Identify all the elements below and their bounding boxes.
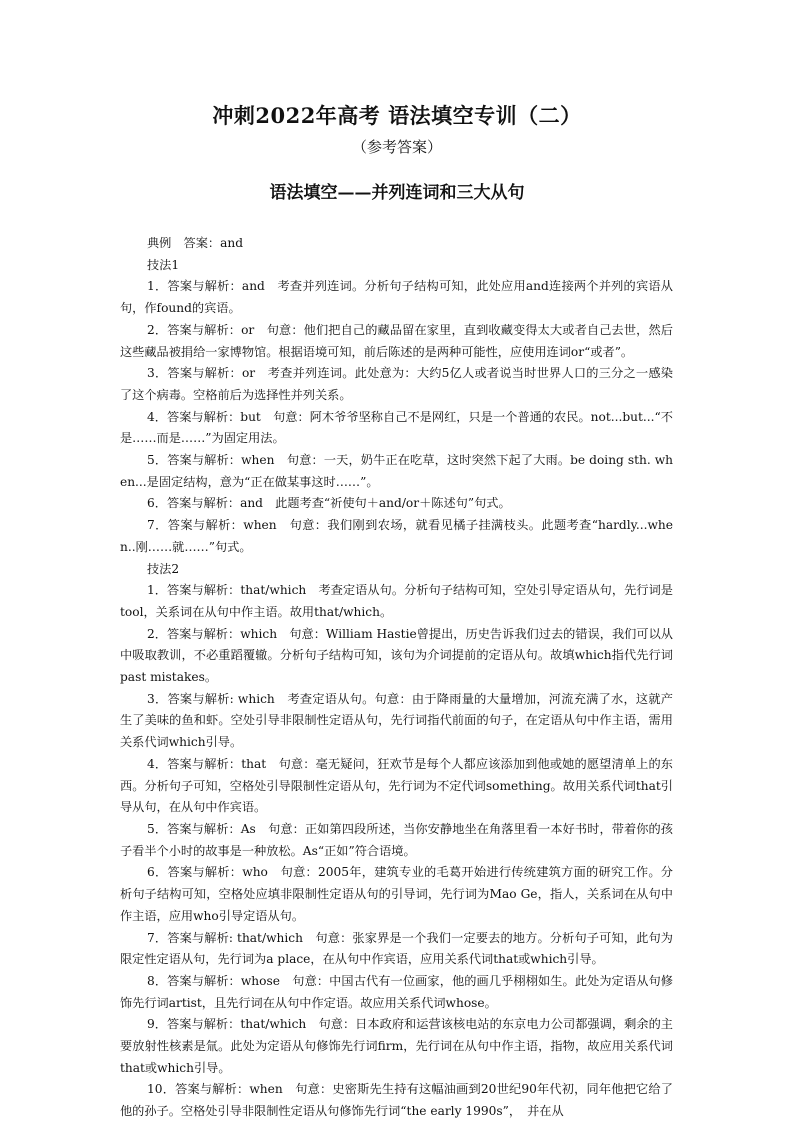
answer-item: 6．答案与解析：who 句意：2005年，建筑专业的毛葛开始进行传统建筑方面的研究工作。分析句子结构可知，空格处应填非限制性定语从句的引导词，先行词为Mao Ge，指人，关系词在从句中作主语，应用who引导定语从句。 bbox=[120, 865, 673, 923]
answer-item: 4．答案与解析：but 句意：阿木爷爷坚称自己不是网红，只是一个普通的农民。not...but...“不是……而是……”为固定用法。 bbox=[120, 409, 673, 446]
answer-item: 9．答案与解析：that/which 句意：日本政府和运营该核电站的东京电力公司都强调，剩余的主要放射性核素是氚。此处为定语从句修饰先行词firm，先行词在从句中作主语，指物，故应用关系代词that或which引导。 bbox=[120, 1017, 673, 1075]
technique-1-label: 技法1 bbox=[147, 257, 180, 272]
answer-item: 8．答案与解析：whose 句意：中国古代有一位画家，他的画几乎栩栩如生。此处为定语从句修饰先行词artist，且先行词在从句中作定语。故应用关系代词whose。 bbox=[120, 973, 673, 1010]
answer-item: 3．答案与解析：or 考查并列连词。此处意为：大约5亿人或者说当时世界人口的三分之一感染了这个病毒。空格前后为选择性并列关系。 bbox=[120, 366, 673, 402]
page-title: 冲刺2022年高考 语法填空专训（二） bbox=[212, 103, 582, 128]
technique-1-list bbox=[120, 276, 673, 558]
answer-content bbox=[120, 233, 673, 1123]
example-answer: 典例 答案：and bbox=[147, 236, 244, 250]
technique-2-label: 技法2 bbox=[147, 561, 180, 576]
answer-item: 10．答案与解析：when 句意：史密斯先生持有这幅油画到20世纪90年代初，同年他把它给了他的孙子。空格处引导非限制性定语从句修饰先行词“the early 1990s”， 并在从 bbox=[120, 1082, 673, 1119]
page-subtitle: （参考答案） bbox=[351, 138, 442, 156]
technique-2-list bbox=[120, 580, 673, 1123]
answer-item: 6．答案与解析：and 此题考查“祈使句＋and/or＋陈述句”句式。 bbox=[147, 496, 511, 511]
section-heading: 语法填空——并列连词和三大从句 bbox=[269, 183, 525, 203]
answer-item: 7．答案与解析：when 句意：我们刚到农场，就看见橘子挂满枝头。此题考查“hardly...when..刚……就……”句式。 bbox=[120, 518, 673, 554]
answer-item: 2．答案与解析：which 句意：William Hastie曾提出，历史告诉我们过去的错误，我们可以从中吸取教训，不必重蹈覆辙。分析句子结构可知，该句为介词提前的定语从句。故填which指代先行词past mistakes。 bbox=[120, 626, 673, 685]
answer-item: 4．答案与解析：that 句意：毫无疑问，狂欢节是每个人都应该添加到他或她的愿望清单上的东西。分析句子可知，空格处引导限制性定语从句，先行词为不定代词something。故用关系代词that引导从句，在从句中作宾语。 bbox=[120, 756, 673, 815]
answer-item: 1．答案与解析：and 考查并列连词。分析句子结构可知，此处应用and连接两个并列的宾语从句，作found的宾语。 bbox=[120, 279, 673, 316]
answer-item: 1．答案与解析：that/which 考查定语从句。分析句子结构可知，空处引导定语从句，先行词是tool，关系词在从句中作主语。故用that/which。 bbox=[120, 583, 673, 619]
answer-item: 7．答案与解析: that/which 句意：张家界是一个我们一定要去的地方。分析句子可知，此句为限定性定语从句，先行词为a place，在从句中作宾语，应用关系代词that或which引导。 bbox=[120, 930, 673, 967]
answer-item: 3．答案与解析: which 考查定语从句。句意：由于降雨量的大量增加，河流充满了水，这就产生了美味的鱼和虾。空处引导非限制性定语从句，先行词指代前面的句子，在定语从句中作主语，需用关系代词which引导。 bbox=[120, 691, 673, 750]
answer-item: 5．答案与解析：As 句意：正如第四段所述，当你安静地坐在角落里看一本好书时，带着你的孩子看半个小时的故事是一种放松。As“正如”符合语境。 bbox=[120, 821, 673, 858]
answer-item: 5．答案与解析：when 句意：一天，奶牛正在吃草，这时突然下起了大雨。be doing sth. when...是固定结构，意为“正在做某事这时……”。 bbox=[120, 453, 673, 489]
answer-item: 2．答案与解析：or 句意：他们把自己的藏品留在家里，直到收藏变得太大或者自己去世，然后这些藏品被捐给一家博物馆。根据语境可知，前后陈述的是两种可能性，应使用连词or“或者”。 bbox=[120, 322, 673, 359]
